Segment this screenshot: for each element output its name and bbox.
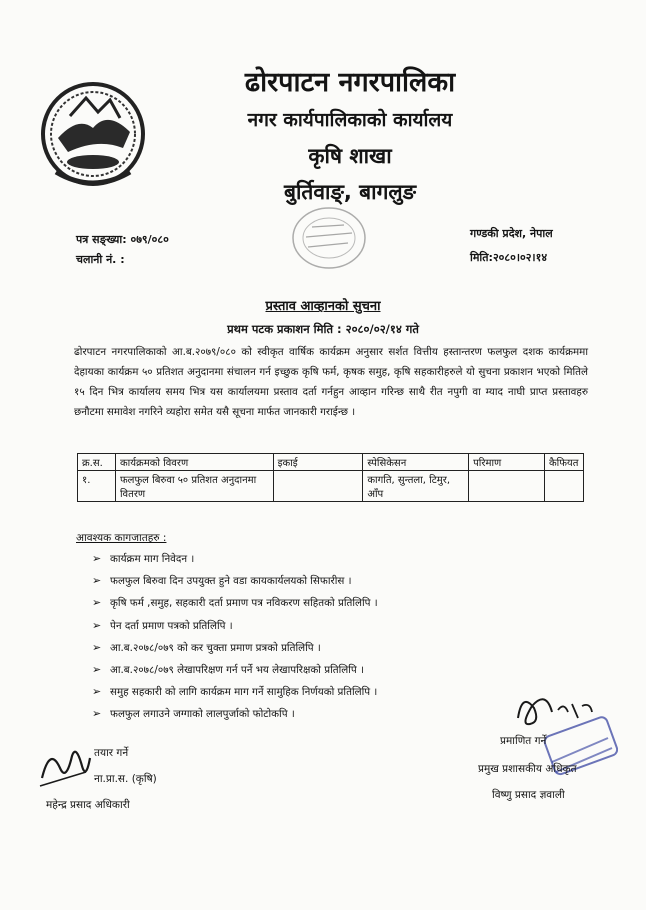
table-header-cell: इकाई — [273, 454, 363, 471]
program-table — [77, 453, 584, 502]
arrow-bullet-icon: ➢ — [92, 574, 102, 588]
table-header-cell: कार्यक्रमको विवरण — [115, 454, 273, 471]
table-cell: कागति, सुन्तला, टिमुर, आँप — [363, 471, 469, 502]
arrow-bullet-icon: ➢ — [92, 596, 102, 610]
table-header-cell: स्पेसिकेसन — [363, 454, 469, 471]
table-cell: १. — [78, 471, 116, 502]
certified-by-designation: प्रमुख प्रशासकीय अधिकृत — [478, 763, 577, 775]
list-item — [92, 552, 378, 574]
table-cell — [469, 471, 545, 502]
certified-by-name: विष्णु प्रसाद ज्ञवाली — [492, 789, 565, 801]
arrow-bullet-icon: ➢ — [92, 662, 102, 676]
org-name: ढोरपाटन नगरपालिका — [244, 67, 456, 98]
arrow-bullet-icon: ➢ — [92, 618, 102, 632]
list-item — [92, 641, 378, 663]
notice-title: प्रस्ताव आव्हानको सुचना — [265, 299, 381, 314]
list-item-text: कार्यक्रम माग निवेदन । — [110, 553, 195, 565]
list-item — [92, 619, 378, 641]
list-item — [92, 574, 378, 596]
list-item-text: फलफुल बिरुवा दिन उपयुक्त हुने वडा कायकार्यलयको सिफारीस । — [110, 575, 352, 588]
prepared-by-designation: ना.प्रा.स. (कृषि) — [94, 773, 157, 785]
list-item-text: कृषि फर्म ,समुह, सहकारी दर्ता प्रमाण पत्र नविकरण सहितको प्रतिलिपि । — [110, 597, 378, 610]
list-item — [92, 707, 378, 729]
table-cell: फलफुल बिरुवा ५० प्रतिशत अनुदानमा वितरण — [115, 471, 273, 502]
dispatch-number: चलानी नं. : — [76, 253, 125, 266]
list-item-text: आ.ब.२०७८/०७९ को कर चुक्ता प्रमाण प्रत्रको प्रतिलिपि । — [110, 641, 321, 654]
section-name: कृषि शाखा — [308, 144, 392, 168]
list-item — [92, 663, 378, 685]
table-header-cell: परिमाण — [469, 454, 545, 471]
arrow-bullet-icon: ➢ — [92, 552, 102, 565]
prepared-by-label: तयार गर्ने — [94, 747, 129, 759]
arrow-bullet-icon: ➢ — [92, 640, 102, 654]
list-item-text: पेन दर्ता प्रमाण पत्रको प्रतिलिपि । — [110, 619, 233, 632]
requirements-title: आवश्यक कागजातहरु : — [76, 532, 167, 544]
table-header-cell: कैफियत — [544, 454, 583, 471]
office-stamp-icon — [290, 203, 368, 273]
list-item-text: समुह सहकारी को लागि कार्यक्रम माग गर्ने सामुहिक निर्णयको प्रतिलिपि । — [110, 686, 378, 699]
list-item-text: आ.ब.२०७८/०७९ लेखापरिक्षण गर्न पर्ने भय लेखापरिक्षको प्रतिलिपि । — [110, 663, 364, 676]
signature-left-icon — [36, 738, 94, 794]
requirements-list — [92, 552, 378, 730]
location: बुर्तिवाङ्, बागलुङ — [283, 180, 417, 204]
certified-by-label: प्रमाणित गर्ने — [500, 735, 547, 747]
list-item — [92, 685, 378, 707]
table-cell — [273, 471, 363, 502]
publish-date: प्रथम पटक प्रकाशन मिति : २०८०/०२/१४ गते — [227, 322, 419, 336]
province-label: गण्डकी प्रदेश, नेपाल — [470, 227, 553, 240]
list-item-text: फलफुल लगाउने जग्गाको लालपुर्जाको फोटोकपि । — [110, 708, 295, 721]
arrow-bullet-icon: ➢ — [92, 685, 102, 699]
notice-body: ढोरपाटन नगरपालिकाको आ.ब.२०७९/०८० को स्वीकृत वार्षिक कार्यक्रम अनुसार सर्शत वित्तीय हस्तान्तरण फलफुल दशक कार्यक्रममा देहायका कार्यक्रम ५० प्रतिशत अनुदानमा संचालन गर्न इच्छुक कृषि फर्म, कृषक समुह, कृषि सहकारीहरुले यो सुचना प्रकाशन भएको मितिले १५ दिन भित्र कार्यालय समय भित्र यस कार्यालयमा प्रस्ताव दर्ता गर्नहुन आव्हान गरिन्छ साथै रीत नपुगी वा म्याद नाघी प्राप्त प्रस्तावहरु छनौटमा समावेश नगरिने व्यहोरा समेत यसै सूचना मार्फत जानकारी गराईन्छ । — [74, 346, 588, 418]
table-cell — [544, 471, 583, 502]
list-item — [92, 596, 378, 618]
table-header-cell: क्र.स. — [78, 454, 116, 471]
arrow-bullet-icon: ➢ — [92, 707, 102, 721]
office-name: नगर कार्यपालिकाको कार्यालय — [247, 109, 453, 131]
nepal-emblem-icon — [38, 76, 148, 194]
letter-date: मिति:२०८०।०२।१४ — [470, 251, 548, 264]
letter-number: पत्र सङ्ख्या: ०७९/०८० — [76, 233, 169, 246]
table-row — [78, 471, 584, 502]
prepared-by-name: महेन्द्र प्रसाद अधिकारी — [46, 799, 130, 811]
table-header-row — [78, 454, 584, 471]
